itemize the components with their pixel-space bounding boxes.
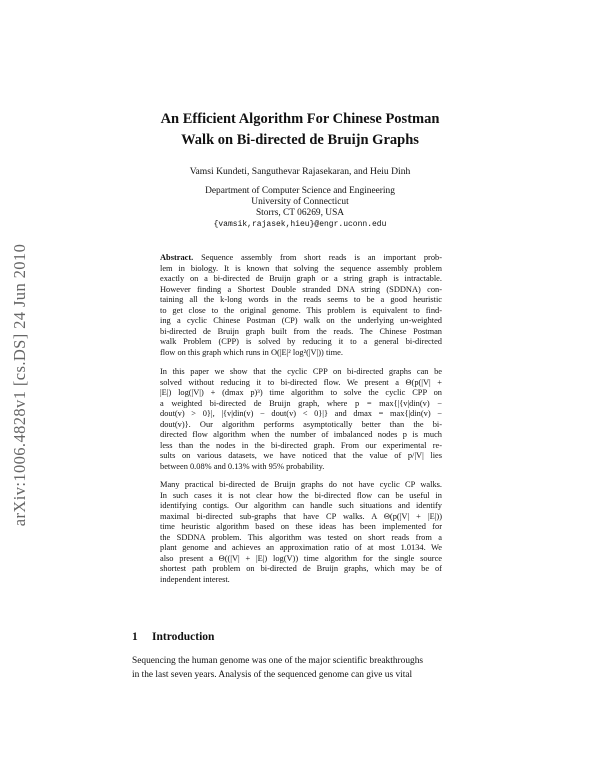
abstract-line: bi-directed de Bruijn graph built from the reads. The Chinese Postman bbox=[160, 326, 442, 336]
abstract-line: ing a cyclic Chinese Postman (CP) walk on the underlying un-weighted bbox=[160, 316, 442, 326]
title-line-2: Walk on Bi-directed de Bruijn Graphs bbox=[181, 132, 419, 148]
paper-title bbox=[100, 109, 500, 151]
abstract-line: In such cases it is not clear how the bi-directed flow can be useful in bbox=[160, 490, 442, 500]
abstract-line: plant genome and achieves an approximation ratio of at most 1.0134. We bbox=[160, 543, 442, 553]
affiliation-department: Department of Computer Science and Engineering bbox=[205, 186, 395, 196]
abstract-line: walk Problem (CPP) is solved by reducing it to a general bi-directed bbox=[160, 337, 442, 347]
abstract-line: dout(v) > 0}|, |{v|din(v) − dout(v) < 0}|} and dmax = max{|din(v) − bbox=[160, 409, 442, 419]
abstract-line: shortest path problem on bi-directed de Bruijn graphs, which may be of bbox=[160, 564, 442, 574]
abstract-line: |E|) log(|V|) + (dmax p)³) time algorithm to solve the cyclic CPP on bbox=[160, 388, 442, 398]
abstract-line: However finding a Shortest Double stranded DNA string (SDDNA) con- bbox=[160, 284, 442, 294]
abstract-line: directed flow algorithm when the number of imbalanced nodes p is much bbox=[160, 430, 442, 440]
abstract-line: the SDDNA problem. This algorithm was tested on short reads from a bbox=[160, 532, 442, 542]
abstract-line: Sequence assembly from short reads is an important prob- bbox=[201, 253, 442, 262]
abstract-label: Abstract. bbox=[160, 253, 194, 262]
affiliation-city: Storrs, CT 06269, USA bbox=[255, 208, 345, 218]
abstract-line: also present a Θ((|V| + |E|) log(V)) time algorithm for the single source bbox=[160, 553, 442, 563]
arxiv-sidebar-stamp bbox=[8, 200, 32, 570]
arxiv-id: arXiv:1006.4828v1 [cs.DS] 24 Jun 2010 bbox=[10, 243, 29, 527]
abstract-line: identifying contigs. Our algorithm can handle such situations and identify bbox=[160, 501, 442, 511]
section-heading-introduction bbox=[132, 631, 214, 643]
abstract-line: taining all the k-long words in the reads seems to be a good heuristic bbox=[160, 295, 442, 305]
affiliation-university: University of Connecticut bbox=[251, 197, 349, 207]
section-title: Introduction bbox=[152, 631, 215, 643]
abstract-paragraph-3 bbox=[160, 480, 442, 585]
author-list: Vamsi Kundeti, Sanguthevar Rajasekaran, and Heiu Dinh bbox=[189, 166, 411, 177]
intro-line: Sequencing the human genome was one of the major scientific breakthroughs bbox=[132, 656, 424, 666]
abstract-line: a weighted bi-directed de Bruijn graph, where p = max{|{v|din(v) − bbox=[160, 398, 442, 408]
abstract-line: Many practical bi-directed de Bruijn graphs do not have cyclic CP walks. bbox=[160, 480, 442, 489]
intro-line: in the last seven years. Analysis of the sequenced genome can give us vital bbox=[132, 669, 413, 680]
abstract-line: flow on this graph which runs in O(|E|² log²(|V|)) time. bbox=[160, 347, 343, 357]
abstract-line: In this paper we show that the cyclic CPP on bi-directed graphs can be bbox=[160, 367, 442, 376]
section-number: 1 bbox=[132, 631, 138, 643]
title-line-1: An Efficient Algorithm For Chinese Postman bbox=[160, 111, 440, 127]
abstract-paragraph-2 bbox=[160, 367, 442, 472]
abstract-paragraph-1 bbox=[160, 253, 442, 358]
abstract-line: dout(v)}. Our algorithm performs asymptotically better than the bi- bbox=[160, 419, 442, 429]
abstract-line: solved without reducing it to bi-directed flow. We present a Θ(p(|V| + bbox=[160, 377, 442, 387]
abstract-line: between 0.08% and 0.13% with 95% probability. bbox=[160, 461, 325, 471]
abstract-line: lem in biology. It is known that solving the sequence assembly problem bbox=[160, 263, 442, 273]
affiliation-email: {vamsik,rajasek,hieu}@engr.uconn.edu bbox=[213, 220, 387, 229]
abstract-line: less than the nodes in the bi-directed graph. From our experimental re- bbox=[160, 440, 442, 450]
abstract-line: maximal bi-directed sub-graphs that have CP walks. A Θ(p(|V| + |E|)) bbox=[160, 511, 442, 521]
abstract-line: independent interest. bbox=[160, 574, 230, 584]
abstract-line: exactly on a bi-directed de Bruijn graph or a string graph is intractable. bbox=[160, 274, 442, 284]
abstract-line: to get close to the original genome. This problem is equivalent to find- bbox=[160, 305, 442, 315]
affiliation-block bbox=[100, 186, 500, 230]
intro-paragraph bbox=[132, 655, 468, 682]
abstract-line: time heuristic algorithm based on these ideas has been implemented for bbox=[160, 522, 442, 532]
abstract-line: sults on various datasets, we have noticed that the value of p/|V| lies bbox=[160, 451, 442, 461]
